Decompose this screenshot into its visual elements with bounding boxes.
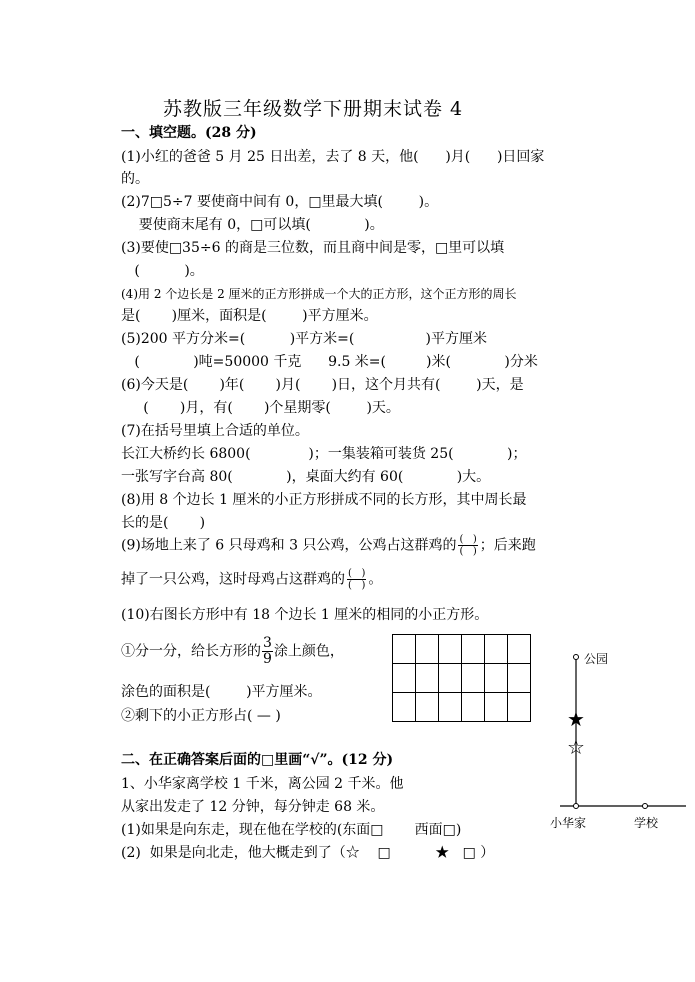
park-label: 公园 xyxy=(584,652,609,666)
s2-line2: 从家出发走了 12 分钟，每分钟走 68 米。 xyxy=(121,799,385,815)
q9-line2 xyxy=(121,568,382,591)
grid-cell xyxy=(485,693,508,722)
q3-line2: ( )。 xyxy=(121,263,204,279)
grid-cell xyxy=(416,635,439,664)
school-point xyxy=(643,804,648,809)
q10-a-pre: ①分一分，给长方形的 xyxy=(121,643,261,660)
blank-fraction-2 xyxy=(347,568,366,591)
grid-cell xyxy=(485,664,508,693)
grid-cell xyxy=(393,693,416,722)
section2-heading: 二、在正确答案后面的□里画“√”。(12 分) xyxy=(121,752,394,768)
q10-line3: 涂色的面积是( )平方厘米。 xyxy=(121,684,322,700)
park-point xyxy=(574,655,579,660)
q6-line1: (6)今天是( )年( )月( )日，这个月共有( )天，是 xyxy=(121,377,524,393)
q7-line1: (7)在括号里填上合适的单位。 xyxy=(121,423,309,439)
blank-fraction-1-num: ( ) xyxy=(459,534,477,545)
q9-line1-pre: (9)场地上来了 6 只母鸡和 3 只公鸡，公鸡占这群鸡的 xyxy=(121,537,457,554)
q9-line2-pre: 掉了一只公鸡，这时母鸡占这群鸡的 xyxy=(121,571,345,588)
school-label: 学校 xyxy=(634,816,659,830)
blank-fraction-2-den: ( ) xyxy=(348,580,366,591)
q10-line2 xyxy=(121,636,344,667)
q10-line1: (10)右图长方形中有 18 个边长 1 厘米的相同的小正方形。 xyxy=(121,607,489,623)
q5-line2: ( )吨=50000 千克 9.5 米=( )米( )分米 xyxy=(121,354,538,370)
q9-line2-post: 。 xyxy=(368,571,383,588)
blank-fraction-1 xyxy=(458,534,477,557)
home-label: 小华家 xyxy=(550,816,587,830)
s2-line4: (2) 如果是向北走，他大概走到了（☆ □ ★ □ ） xyxy=(121,845,495,861)
grid-cell xyxy=(416,693,439,722)
q5-line1: (5)200 平方分米=( )平方米=( )平方厘米 xyxy=(121,331,488,347)
q2-line1: (2)7□5÷7 要使商中间有 0，□里最大填( )。 xyxy=(121,194,439,210)
fraction-numerator: 3 xyxy=(263,635,272,651)
fraction-three-ninths xyxy=(262,636,273,667)
blank-fraction-2-num: ( ) xyxy=(348,568,366,579)
outline-star-icon: ☆ xyxy=(567,735,585,759)
fraction-denominator: 9 xyxy=(263,651,272,667)
grid-cell xyxy=(508,635,531,664)
q4-line2: 是( )厘米，面积是( )平方厘米。 xyxy=(121,308,378,324)
grid-cell xyxy=(462,635,485,664)
direction-map xyxy=(548,640,688,840)
page-title: 苏教版三年级数学下册期末试卷 4 xyxy=(163,98,464,120)
s2-line1: 1、小华家离学校 1 千米，离公园 2 千米。他 xyxy=(121,776,404,792)
s2-line3: (1)如果是向东走，现在他在学校的(东面□ 西面□) xyxy=(121,822,462,838)
grid-cell xyxy=(462,664,485,693)
grid-row xyxy=(393,664,531,693)
q7-line3: 一张写字台高 80( )，桌面大约有 60( )大。 xyxy=(121,469,491,485)
grid-cell xyxy=(508,693,531,722)
blank-fraction-1-den: ( ) xyxy=(459,546,477,557)
q1-line2: 的。 xyxy=(121,171,149,187)
q9-line1 xyxy=(121,534,536,557)
q8-line1: (8)用 8 个边长 1 厘米的小正方形拼成不同的长方形，其中周长最 xyxy=(121,492,527,508)
grid-cell xyxy=(393,664,416,693)
q6-line2: ( )月，有( )个星期零( )天。 xyxy=(121,400,400,416)
grid-row xyxy=(393,693,531,722)
grid-cell xyxy=(508,664,531,693)
grid-cell xyxy=(439,664,462,693)
q8-line2: 长的是( ) xyxy=(121,515,206,531)
grid-cell xyxy=(393,635,416,664)
q9-line1-post: ；后来跑 xyxy=(479,537,536,554)
q10-a-post: 涂上颜色， xyxy=(273,643,344,660)
q10-line4: ②剩下的小正方形占( — ) xyxy=(121,708,281,724)
grid-cell xyxy=(416,664,439,693)
filled-star-icon: ★ xyxy=(567,707,585,731)
grid-cell xyxy=(439,635,462,664)
grid-row xyxy=(393,635,531,664)
grid-cell xyxy=(439,693,462,722)
q7-line2: 长江大桥约长 6800( )；一集装箱可装货 25( )； xyxy=(121,446,527,462)
q1-line1: (1)小红的爸爸 5 月 25 日出差，去了 8 天，他( )月( )日回家 xyxy=(121,149,545,165)
q4-line1: (4)用 2 个边长是 2 厘米的正方形拼成一个大的正方形，这个正方形的周长 xyxy=(121,287,517,301)
q3-line1: (3)要使□35÷6 的商是三位数，而且商中间是零，□里可以填 xyxy=(121,240,505,256)
rectangle-grid xyxy=(392,634,531,722)
grid-cell xyxy=(462,693,485,722)
home-point xyxy=(574,804,579,809)
grid-cell xyxy=(485,635,508,664)
q2-line2: 要使商末尾有 0，□可以填( )。 xyxy=(121,217,384,233)
section1-heading: 一、填空题。(28 分) xyxy=(121,125,257,141)
